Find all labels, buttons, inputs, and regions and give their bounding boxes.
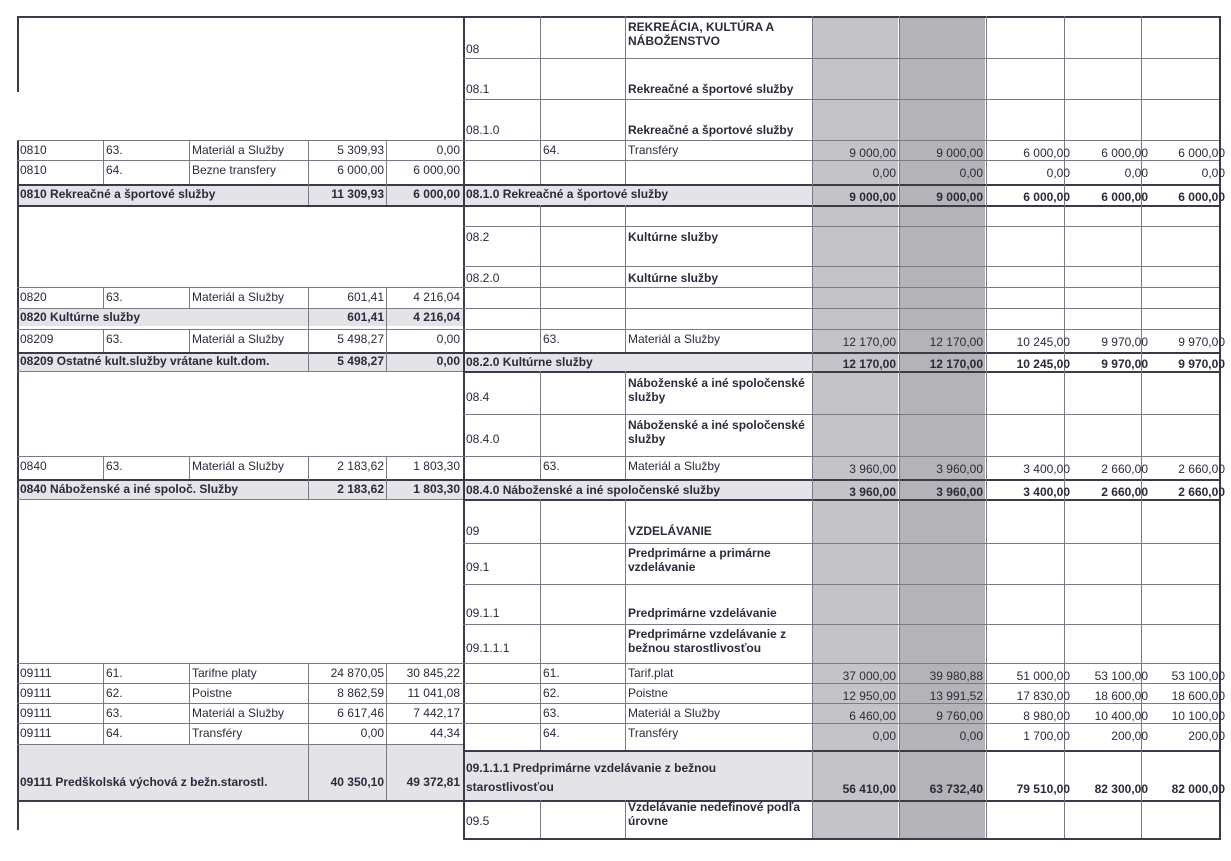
row-value-1: 6 617,46 [337, 706, 384, 720]
row-item: 61. [543, 666, 560, 680]
row-value-1: 12 950,00 [842, 689, 896, 703]
row-value-3: 51 000,00 [1016, 669, 1070, 683]
row-value-2: 0,00 [436, 332, 460, 346]
row-item: 63. [106, 332, 123, 346]
row-value-3: 1 700,00 [1023, 729, 1070, 743]
row-value-3: 17 830,00 [1016, 689, 1070, 703]
row-value-4: 6 000,00 [1101, 146, 1148, 160]
grid-line [463, 624, 1219, 625]
row-desc: Transféry [628, 726, 679, 740]
sum-value-2: 1 803,30 [413, 482, 460, 496]
left-border [17, 16, 19, 92]
header-code: 08.2 [466, 230, 490, 244]
row-desc: Materiál a Služby [192, 706, 285, 720]
grid-line [812, 16, 813, 184]
grid-line [812, 800, 813, 838]
grid-line [463, 479, 1219, 481]
row-item: 64. [106, 163, 123, 177]
row-code: 09111 [20, 666, 52, 680]
row-desc: Materiál a Služby [192, 459, 285, 473]
header-name: Predprimárne vzdelávanie [628, 606, 777, 620]
header-code: 09.1.1 [466, 606, 500, 620]
grid-line [625, 800, 626, 838]
row-desc: Transféry [192, 726, 243, 740]
row-code: 08209 [20, 332, 54, 346]
row-value-1: 37 000,00 [842, 669, 896, 683]
row-value-2: 0,00 [959, 166, 983, 180]
header-name: Náboženské a iné spoločenské služby [628, 418, 805, 446]
header-code: 09.5 [466, 814, 490, 828]
grid-line [103, 456, 104, 479]
top-border [17, 16, 1221, 18]
row-value-5: 200,00 [1188, 729, 1225, 743]
grid-line [899, 371, 900, 479]
row-value-2: 44,34 [429, 726, 460, 740]
grid-line [308, 329, 309, 352]
grid-line [386, 456, 387, 479]
grid-line [625, 371, 626, 479]
sum-value-4: 6 000,00 [1101, 190, 1148, 204]
grid-line [899, 16, 900, 184]
grid-line [463, 800, 1219, 802]
sum-value-1: 12 170,00 [842, 357, 896, 371]
row-item: 63. [543, 706, 560, 720]
row-value-1: 12 170,00 [842, 335, 896, 349]
left-border [17, 800, 19, 830]
header-code: 08.1 [466, 82, 490, 96]
sum-value-1: 9 000,00 [849, 190, 896, 204]
grid-line [463, 226, 1219, 227]
sum-value-2: 63 732,40 [929, 782, 983, 796]
row-value-1: 5 498,27 [337, 332, 384, 346]
grid-line [463, 750, 1219, 752]
grid-line [812, 184, 813, 205]
row-value-5: 10 100,00 [1171, 709, 1225, 723]
sum-label: 09.1.1.1 Predprimárne vzdelávanie z bežnou starostlivosťou [466, 761, 717, 794]
row-value-3: 3 400,00 [1023, 462, 1070, 476]
row-value-2: 12 170,00 [929, 335, 983, 349]
header-code: 08.4.0 [466, 432, 500, 446]
header-name: Kultúrne služby [628, 230, 719, 244]
sum-value-5: 2 660,00 [1178, 485, 1225, 499]
row-value-2: 3 960,00 [936, 462, 983, 476]
row-value-4: 9 970,00 [1101, 335, 1148, 349]
row-value-2: 11 041,08 [407, 686, 460, 700]
sum-value-2: 9 000,00 [936, 190, 983, 204]
sum-value-1: 2 183,62 [337, 482, 384, 496]
grid-line [986, 499, 987, 750]
grid-line [463, 205, 1219, 207]
header-code: 08.4 [466, 390, 490, 404]
grid-line [1141, 205, 1142, 352]
row-desc: Materiál a Služby [628, 332, 721, 346]
sum-value-2: 6 000,00 [413, 187, 460, 201]
grid-line [103, 329, 104, 352]
row-value-1: 0,00 [872, 729, 896, 743]
header-name: REKREÁCIA, KULTÚRA A NÁBOŽENSTVO [628, 20, 774, 48]
row-code: 0840 [20, 459, 47, 473]
row-desc: Materiál a Služby [192, 143, 285, 157]
row-desc: Bezne transfery [192, 163, 277, 177]
row-desc: Tarif.plat [628, 666, 674, 680]
grid-line [17, 140, 463, 141]
grid-line [189, 456, 190, 479]
grid-line [17, 456, 463, 457]
row-desc: Materiál a Služby [628, 459, 721, 473]
left-border [17, 140, 19, 800]
row-value-3: 6 000,00 [1023, 146, 1070, 160]
row-code: 09111 [20, 686, 52, 700]
row-value-4: 200,00 [1111, 729, 1148, 743]
sum-label: 0840 Náboženské a iné spoloč. Služby [20, 482, 239, 496]
grid-line [899, 184, 900, 205]
grid-line [899, 205, 900, 352]
grid-line [386, 184, 387, 205]
grid-line [812, 352, 813, 371]
grid-line [17, 184, 463, 186]
row-value-1: 8 862,59 [337, 686, 384, 700]
sum-value-3: 10 245,00 [1016, 357, 1070, 371]
grid-line [103, 140, 104, 184]
grid-line [986, 184, 987, 205]
grid-line [17, 479, 463, 481]
grid-line [540, 371, 541, 479]
grid-line [463, 371, 1219, 373]
row-value-2: 9 760,00 [936, 709, 983, 723]
row-value-5: 53 100,00 [1171, 669, 1225, 683]
grid-line [189, 329, 190, 352]
grid-line [463, 723, 1219, 724]
header-name: Náboženské a iné spoločenské služby [628, 376, 805, 404]
row-item: 63. [543, 459, 560, 473]
grid-line [540, 499, 541, 750]
grid-line [386, 308, 387, 329]
grid-line [986, 750, 987, 800]
row-item: 63. [106, 706, 123, 720]
row-item: 61. [106, 666, 123, 680]
sum-row-bg [17, 744, 463, 800]
sum-value-3: 3 400,00 [1023, 485, 1070, 499]
grid-line [463, 663, 1219, 664]
sum-value-2: 4 216,04 [413, 310, 460, 324]
row-item: 63. [106, 290, 123, 304]
row-value-1: 0,00 [872, 166, 896, 180]
sum-value-3: 79 510,00 [1016, 782, 1070, 796]
row-desc: Transféry [628, 143, 679, 157]
grid-line [463, 287, 1219, 288]
grid-line [1141, 800, 1142, 838]
grid-line [17, 205, 463, 207]
row-value-4: 0,00 [1124, 166, 1148, 180]
sum-value-4: 9 970,00 [1101, 357, 1148, 371]
sum-value-1: 601,41 [347, 310, 384, 324]
grid-line [463, 584, 1219, 585]
row-value-1: 6 460,00 [849, 709, 896, 723]
sum-value-5: 6 000,00 [1178, 190, 1225, 204]
row-code: 0820 [20, 290, 47, 304]
row-value-3: 0,00 [1046, 166, 1070, 180]
grid-line [463, 543, 1219, 544]
row-desc: Tarifne platy [192, 666, 257, 680]
grid-line [540, 16, 541, 184]
row-item: 63. [543, 332, 560, 346]
row-value-1: 5 309,93 [337, 143, 384, 157]
grid-line [189, 287, 190, 308]
grid-line [17, 683, 463, 684]
grid-line [812, 499, 813, 750]
row-value-5: 6 000,00 [1178, 146, 1225, 160]
grid-line [17, 329, 463, 330]
sum-value-2: 12 170,00 [929, 357, 983, 371]
grid-line [986, 371, 987, 479]
row-code: 0810 [20, 143, 47, 157]
row-value-2: 13 991,52 [929, 689, 983, 703]
grid-line [17, 800, 463, 802]
sum-value-1: 56 410,00 [842, 782, 896, 796]
row-desc: Materiál a Služby [192, 290, 285, 304]
grid-line [386, 287, 387, 308]
grid-line [986, 800, 987, 838]
grid-line [812, 371, 813, 479]
sum-value-2: 49 372,81 [406, 775, 460, 789]
sum-value-5: 9 970,00 [1178, 357, 1225, 371]
header-code: 09 [466, 524, 480, 538]
sum-value-1: 11 309,93 [331, 187, 384, 201]
sum-value-1: 40 350,10 [330, 775, 384, 789]
sum-label: 09111 Predškolská výchová z bežn.starostl. [20, 775, 268, 789]
grid-line [386, 479, 387, 499]
row-item: 64. [106, 726, 123, 740]
grid-line [17, 371, 463, 372]
grid-line [1064, 800, 1065, 838]
grid-line [463, 703, 1219, 704]
bottom-border [463, 838, 1221, 840]
grid-line [386, 744, 387, 800]
sum-label: 0820 Kultúrne služby [20, 310, 141, 324]
grid-line [17, 499, 463, 500]
grid-line [463, 414, 1219, 415]
row-value-2: 0,00 [436, 143, 460, 157]
row-value-1: 24 870,05 [330, 666, 384, 680]
grid-line [463, 352, 1219, 354]
grid-line [899, 750, 900, 800]
row-item: 62. [106, 686, 123, 700]
grid-line [463, 140, 1219, 141]
row-desc: Materiál a Služby [192, 332, 285, 346]
grid-line [17, 723, 463, 724]
grid-line [103, 663, 104, 744]
row-value-4: 2 660,00 [1101, 462, 1148, 476]
sum-label: 08.1.0 Rekreačné a športové služby [466, 187, 669, 201]
row-value-2: 6 000,00 [413, 163, 460, 177]
sum-value-2: 3 960,00 [936, 485, 983, 499]
row-item: 64. [543, 726, 560, 740]
grid-line [899, 479, 900, 499]
grid-line [308, 744, 309, 800]
row-value-2: 9 000,00 [936, 146, 983, 160]
grid-line [986, 205, 987, 352]
grid-line [386, 352, 387, 371]
header-code: 08.2.0 [466, 271, 500, 285]
grid-line [463, 58, 1219, 59]
grid-line [463, 456, 1219, 457]
grid-line [189, 663, 190, 744]
grid-line [103, 287, 104, 308]
grid-line [386, 140, 387, 184]
row-value-4: 53 100,00 [1094, 669, 1148, 683]
grid-line [986, 479, 987, 499]
header-code: 09.1.1.1 [466, 641, 510, 655]
grid-line [1064, 205, 1065, 352]
header-code: 08.1.0 [466, 123, 500, 137]
row-value-2: 39 980,88 [929, 669, 983, 683]
header-code: 08 [466, 42, 480, 56]
grid-line [17, 663, 463, 664]
sum-value-4: 2 660,00 [1101, 485, 1148, 499]
grid-line [463, 184, 1219, 186]
grid-line [625, 499, 626, 750]
grid-line [899, 499, 900, 750]
row-value-1: 3 960,00 [849, 462, 896, 476]
row-code: 09111 [20, 726, 52, 740]
sum-value-5: 82 000,00 [1171, 782, 1225, 796]
row-desc: Poistne [192, 686, 233, 700]
row-item: 63. [106, 459, 123, 473]
grid-line [189, 140, 190, 184]
sum-value-1: 3 960,00 [849, 485, 896, 499]
row-desc: Poistne [628, 686, 669, 700]
row-value-4: 10 400,00 [1094, 709, 1148, 723]
sum-label: 08209 Ostatné kult.služby vrátane kult.dom. [20, 354, 270, 368]
grid-line [308, 140, 309, 184]
row-value-5: 2 660,00 [1178, 462, 1225, 476]
row-value-3: 10 245,00 [1016, 335, 1070, 349]
grid-line [540, 800, 541, 838]
row-value-2: 1 803,30 [413, 459, 460, 473]
grid-line [899, 800, 900, 838]
row-code: 0810 [20, 163, 47, 177]
grid-line [17, 703, 463, 704]
grid-line [899, 352, 900, 371]
grid-line [625, 16, 626, 184]
sum-value-3: 6 000,00 [1023, 190, 1070, 204]
header-name: Kultúrne služby [628, 271, 719, 285]
row-value-3: 8 980,00 [1023, 709, 1070, 723]
row-code: 09111 [20, 706, 52, 720]
row-desc: Materiál a Služby [628, 706, 721, 720]
row-item: 62. [543, 686, 560, 700]
header-name: Vzdelávanie nedefinové podľa úrovne [628, 800, 801, 828]
row-value-5: 9 970,00 [1178, 335, 1225, 349]
row-value-2: 0,00 [959, 729, 983, 743]
sum-value-4: 82 300,00 [1094, 782, 1148, 796]
sum-value-1: 5 498,27 [337, 354, 384, 368]
grid-line [386, 663, 387, 744]
row-item: 63. [106, 143, 123, 157]
header-name: Predprimárne vzdelávanie z bežnou starostlivosťou [628, 627, 787, 655]
grid-line [308, 456, 309, 479]
grid-line [812, 479, 813, 499]
grid-line [463, 329, 1219, 330]
grid-line [812, 205, 813, 352]
sum-label: 08.2.0 Kultúrne služby [466, 355, 593, 369]
row-item: 64. [543, 143, 560, 157]
grid-line [463, 160, 1219, 161]
grid-line [308, 663, 309, 744]
grid-line [463, 99, 1219, 100]
grid-line [463, 266, 1219, 267]
header-name: Predprimárne a primárne vzdelávanie [628, 546, 771, 574]
sum-label: 08.4.0 Náboženské a iné spoločenské služby [466, 483, 721, 497]
grid-line [17, 308, 463, 309]
row-value-4: 18 600,00 [1094, 689, 1148, 703]
grid-line [540, 205, 541, 352]
row-value-2: 30 845,22 [406, 666, 460, 680]
grid-line [17, 287, 463, 288]
grid-line [17, 744, 463, 745]
grid-line [386, 329, 387, 352]
grid-line [463, 683, 1219, 684]
row-value-1: 0,00 [360, 726, 384, 740]
row-value-2: 4 216,04 [413, 290, 460, 304]
row-value-5: 0,00 [1201, 166, 1225, 180]
sum-label: 0810 Rekreačné a športové služby [20, 187, 216, 201]
grid-line [308, 287, 309, 308]
grid-line [625, 205, 626, 352]
row-value-1: 6 000,00 [337, 163, 384, 177]
row-value-1: 9 000,00 [849, 146, 896, 160]
row-value-5: 18 600,00 [1171, 689, 1225, 703]
header-name: Rekreačné a športové služby [628, 82, 794, 96]
sum-value-2: 0,00 [436, 354, 460, 368]
header-code: 09.1 [466, 560, 490, 574]
grid-line [463, 308, 1219, 309]
grid-line [986, 16, 987, 184]
grid-line [812, 750, 813, 800]
row-value-2: 7 442,17 [413, 706, 460, 720]
header-name: VZDELÁVANIE [628, 524, 712, 538]
grid-line [17, 160, 463, 161]
grid-line [986, 352, 987, 371]
row-value-1: 2 183,62 [337, 459, 384, 473]
row-value-1: 601,41 [347, 290, 384, 304]
header-name: Rekreačné a športové služby [628, 123, 794, 137]
grid-line [463, 499, 1219, 501]
